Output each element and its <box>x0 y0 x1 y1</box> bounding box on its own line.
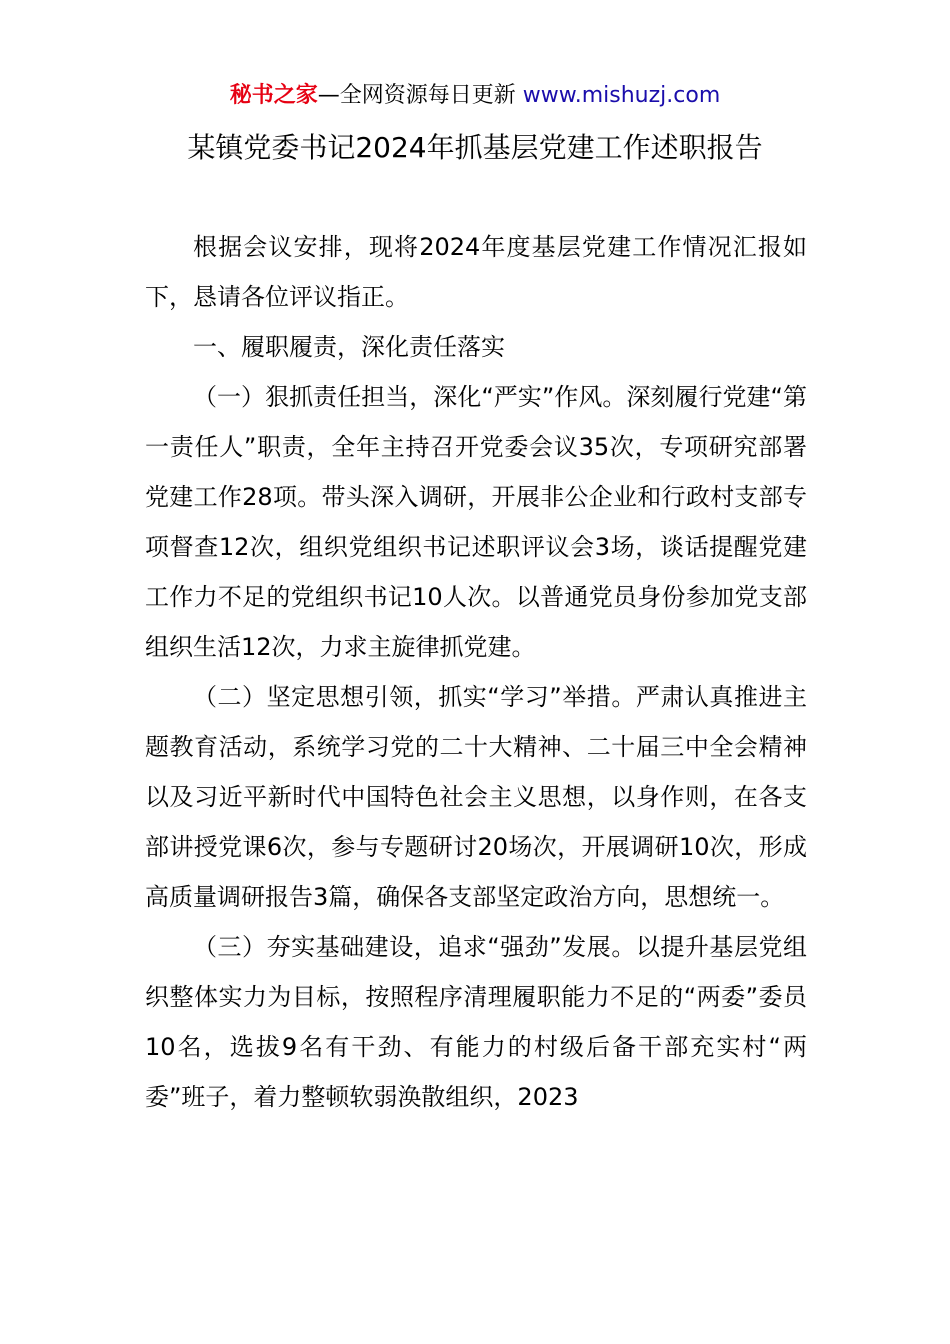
paragraph-intro: 根据会议安排，现将2024年度基层党建工作情况汇报如下，恳请各位评议指正。 <box>145 233 807 311</box>
site-header <box>0 80 950 112</box>
site-url-link[interactable]: www.mishuzj.com <box>522 83 721 108</box>
document-title: 某镇党委书记2024年抓基层党建工作述职报告 <box>187 131 763 164</box>
paragraph-2: （二）坚定思想引领，抓实“学习”举措。严肃认真推进主题教育活动，系统学习党的二十大精神、二十届三中全会精神以及习近平新时代中国特色社会主义思想，以身作则，在各支部讲授党课6次，参与专题研讨20场次，开展调研10次，形成高质量调研报告3篇，确保各支部坚定政治方向，思想统一。 <box>145 683 807 911</box>
header-tagline: —全网资源每日更新 <box>317 83 516 108</box>
paragraph-1: （一）狠抓责任担当，深化“严实”作风。深刻履行党建“第一责任人”职责，全年主持召开党委会议35次，专项研究部署党建工作28项。带头深入调研，开展非公企业和行政村支部专项督查12次，组织党组织书记述职评议会3场，谈话提醒党建工作力不足的党组织书记10人次。以普通党员身份参加党支部组织生活12次，力求主旋律抓党建。 <box>145 383 807 661</box>
brand-name: 秘书之家 <box>229 83 318 108</box>
section-heading-1: 一、履职履责，深化责任落实 <box>193 333 505 361</box>
paragraph-3: （三）夯实基础建设，追求“强劲”发展。以提升基层党组织整体实力为目标，按照程序清理履职能力不足的“两委”委员10名，选拔9名有干劲、有能力的村级后备干部充实村“两委”班子，着力整顿软弱涣散组织，2023 <box>145 933 807 1111</box>
document-body <box>145 222 807 1122</box>
